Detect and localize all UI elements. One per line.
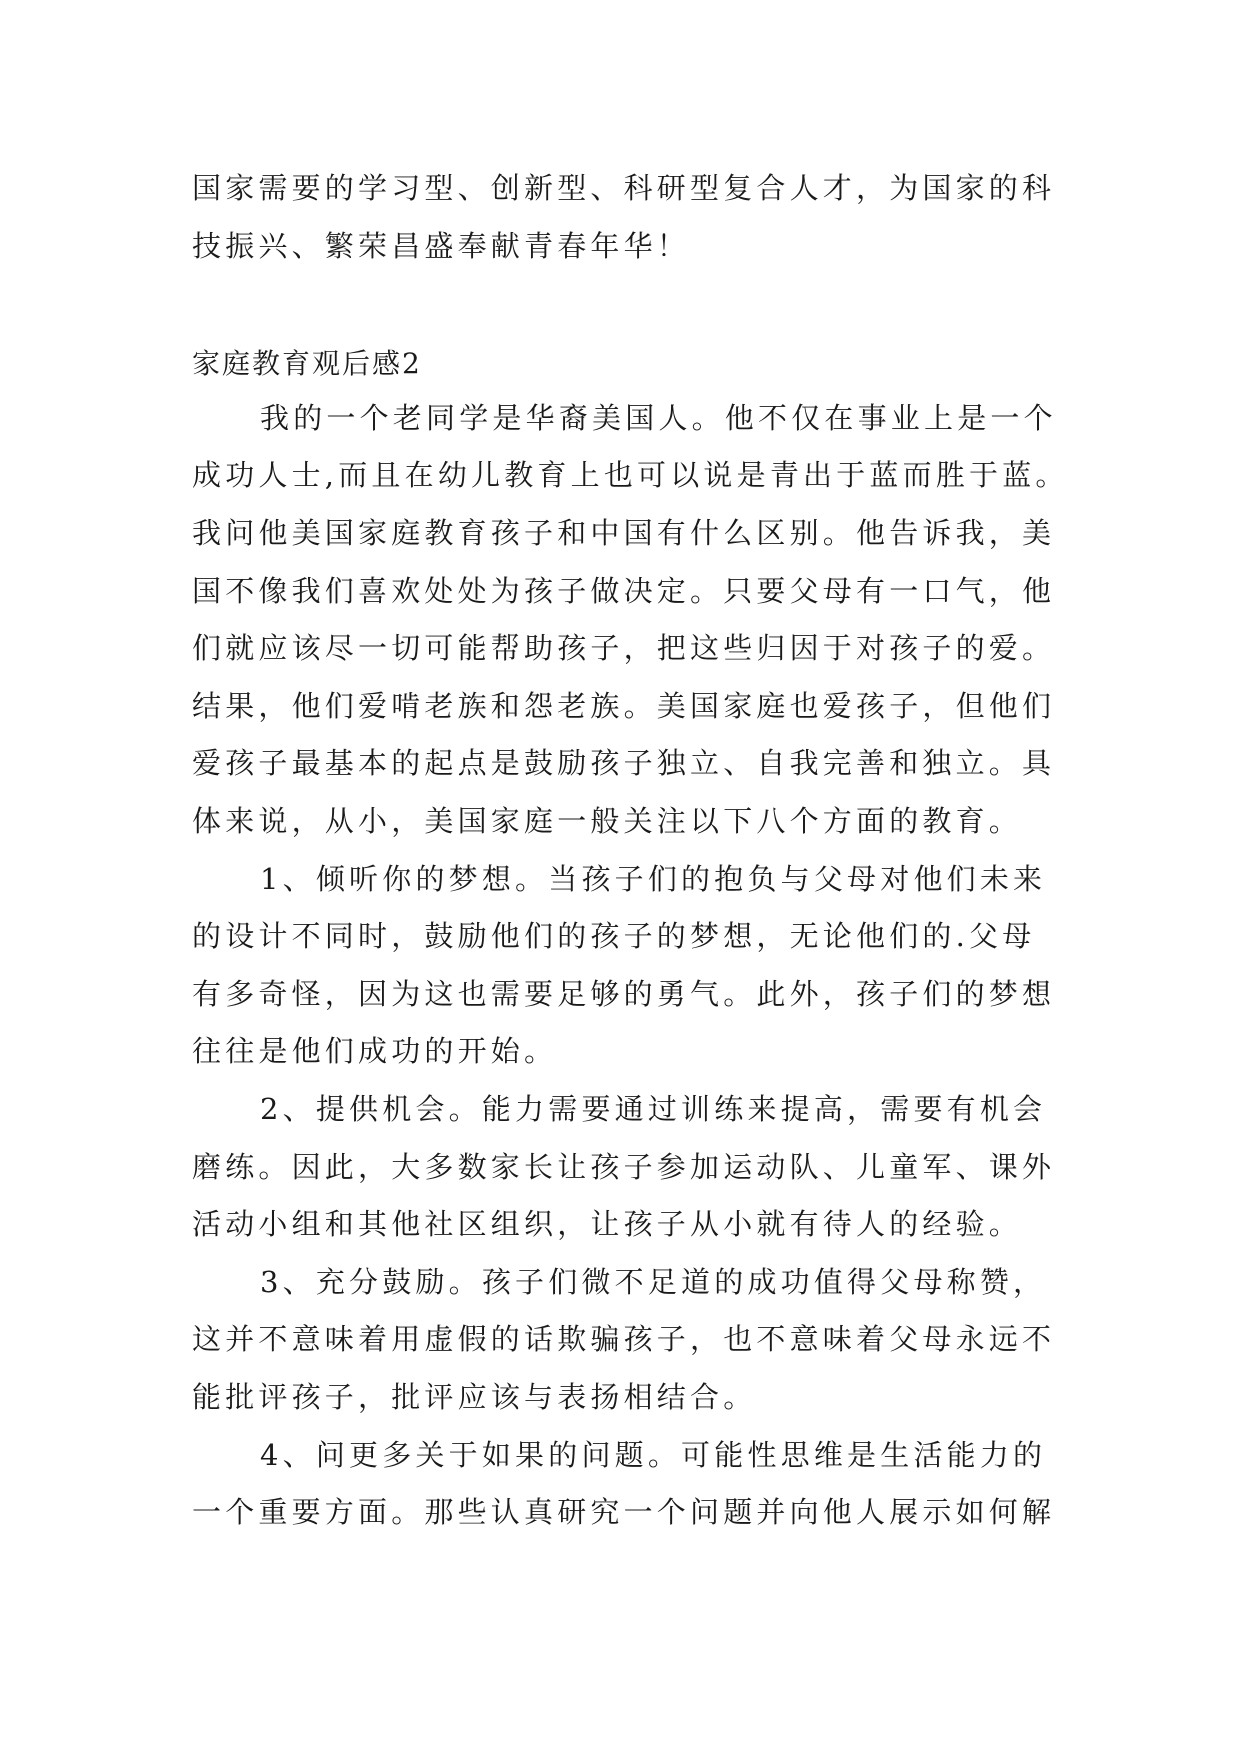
- paragraph-line: 3、充分鼓励。孩子们微不足道的成功值得父母称赞，: [260, 1265, 1047, 1299]
- paragraph-line: 一个重要方面。那些认真研究一个问题并向他人展示如何解: [192, 1495, 1056, 1529]
- paragraph-line: 能批评孩子，批评应该与表扬相结合。: [192, 1380, 757, 1414]
- paragraph-line: 国不像我们喜欢处处为孩子做决定。只要父母有一口气，他: [192, 574, 1056, 608]
- paragraph-line: 2、提供机会。能力需要通过训练来提高，需要有机会: [260, 1092, 1047, 1126]
- paragraph-line: 这并不意味着用虚假的话欺骗孩子，也不意味着父母永远不: [192, 1322, 1056, 1356]
- paragraph-line: 体来说，从小，美国家庭一般关注以下八个方面的教育。: [192, 804, 1023, 838]
- intro-line-1: 国家需要的学习型、创新型、科研型复合人才，为国家的科: [192, 171, 1056, 205]
- paragraph-line: 们就应该尽一切可能帮助孩子，把这些归因于对孩子的爱。: [192, 631, 1056, 665]
- paragraph-line: 我问他美国家庭教育孩子和中国有什么区别。他告诉我，美: [192, 516, 1056, 550]
- paragraph-line: 成功人士,而且在幼儿教育上也可以说是青出于蓝而胜于蓝。: [192, 458, 1069, 492]
- paragraph-line: 的设计不同时，鼓励他们的孩子的梦想，无论他们的.父母: [192, 919, 1036, 953]
- paragraph-line: 我的一个老同学是华裔美国人。他不仅在事业上是一个: [260, 401, 1057, 435]
- paragraph-line: 爱孩子最基本的起点是鼓励孩子独立、自我完善和独立。具: [192, 746, 1056, 780]
- intro-line-2: 技振兴、繁荣昌盛奉献青春年华！: [192, 229, 691, 263]
- paragraph-line: 4、问更多关于如果的问题。可能性思维是生活能力的: [260, 1438, 1047, 1472]
- paragraph-line: 1、倾听你的梦想。当孩子们的抱负与父母对他们未来: [260, 862, 1047, 896]
- paragraph-line: 活动小组和其他社区组织，让孩子从小就有待人的经验。: [192, 1207, 1023, 1241]
- paragraph-line: 结果，他们爱啃老族和怨老族。美国家庭也爱孩子，但他们: [192, 689, 1056, 723]
- section-heading: 家庭教育观后感2: [192, 347, 422, 380]
- paragraph-line: 磨练。因此，大多数家长让孩子参加运动队、儿童军、课外: [192, 1150, 1056, 1184]
- paragraph-line: 往往是他们成功的开始。: [192, 1034, 558, 1068]
- paragraph-line: 有多奇怪，因为这也需要足够的勇气。此外，孩子们的梦想: [192, 977, 1056, 1011]
